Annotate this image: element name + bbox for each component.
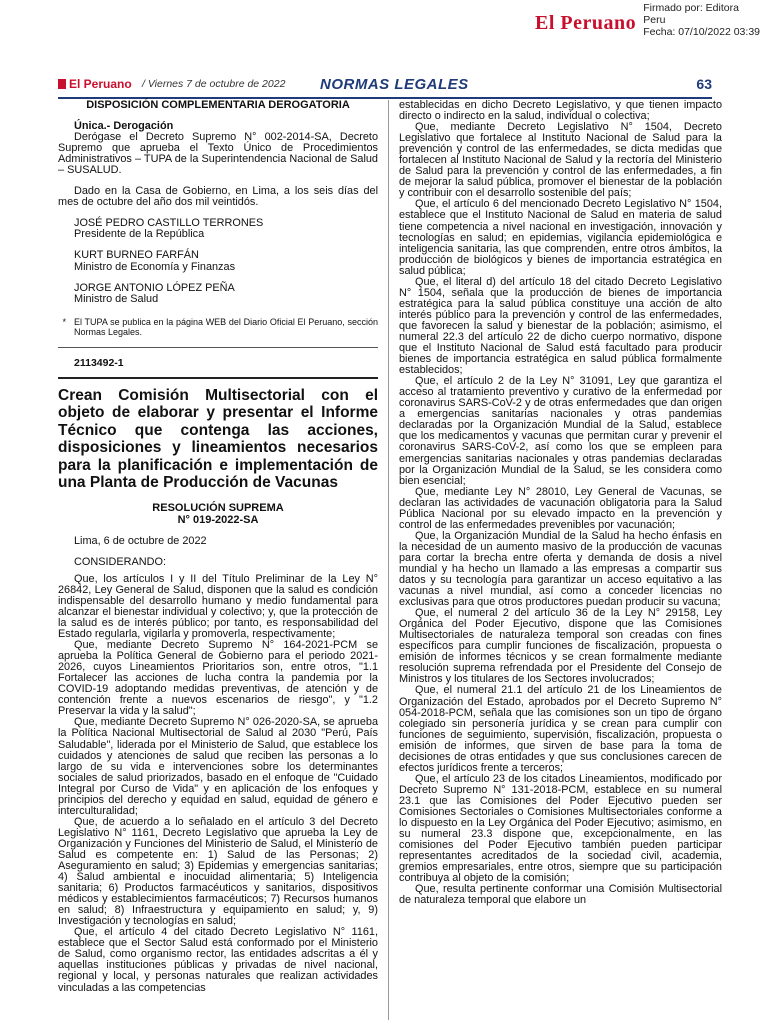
flag-icon (58, 79, 66, 89)
page-number: 63 (696, 76, 712, 92)
considerando: CONSIDERANDO: (74, 555, 166, 568)
sig-line: Peru (643, 14, 666, 26)
sig-logo: El Peruano (535, 12, 637, 34)
header-section: NORMAS LEGALES (320, 76, 469, 93)
paragraph: Que, mediante Decreto Supremo N° 026-2020-SA, se aprueba la Política Nacional Multisectorial de Salud al 2030 "Perú, País Saludable", liderada por el Ministerio de Salud, que establece los cuidados y atenciones de salud que reciben las personas a lo largo de su vida e intervenciones sobre los determinantes sociales de salud priorizados, basado en el enfoque de "Cuidado Integral por Curso de Vida" y en aplicación de los enfoques y principios del derecho y equidad en salud, equidad de género e interculturalidad; (58, 716, 378, 817)
paragraph: Que, mediante Decreto Supremo N° 164-2021-PCM se aprueba la Política General de Gobierno para el periodo 2021-2026, cuyos Lineamientos Prioritarios son, entre otros, "1.1 Fortalecer las acciones de lucha contra la pandemia por la COVID-19 adoptando medidas preventivas, de atención y de contención frente a nuevos escenarios de riesgo", y "1.2 Preservar la vida y la salud"; (58, 639, 378, 718)
paragraph: Que, la Organización Mundial de la Salud ha hecho énfasis en la necesidad de un aumento masivo de la producción de vacunas para cortar la brecha entre oferta y demanda de dosis a nivel mundial y ha hecho un llamado a las empresas a compartir sus datos y su tecnología para garantizar un acceso equitativo a las vacunas a nivel mundial, así como a conceder licencias no exclusivas para que otros productores puedan producir su vacuna; (399, 529, 722, 609)
signer-role: Ministro de Economía y Finanzas (74, 260, 236, 273)
sig-line: Firmado por: Editora (643, 2, 739, 14)
signer-name: KURT BURNEO FARFÁN (74, 249, 199, 262)
paragraph: Que, el numeral 2 del artículo 36 de la Ley N° 29158, Ley Orgánica del Poder Ejecutivo, dispone que las Comisiones Multisectoriales de naturaleza temporal son creadas con fines específicos para cumplir funciones de fiscalización, propuesta o emisión de informes técnicos y se crean formalmente mediante resolución suprema refrendada por el Presidente del Consejo de Ministros y los titulares de los Sectores involucrados; (399, 607, 722, 686)
signer-role: Presidente de la República (74, 228, 205, 241)
separator (58, 377, 378, 379)
place-date: Lima, 6 de octubre de 2022 (74, 534, 207, 547)
header-logo-text: El Peruano (69, 77, 132, 91)
sig-line: Fecha: 07/10/2022 03:39 (643, 26, 760, 38)
paragraph: Que, el artículo 4 del citado Decreto Legislativo N° 1161, establece que el Sector Salud está conformado por el Ministerio de Salud, como organismo rector, las entidades adscritas a él y aquellas instituciones públicas y privadas de nivel nacional, regional y local, y personas naturales que realizan actividades vinculadas a las competencias (58, 926, 378, 994)
column-divider (388, 100, 389, 1020)
section-title: DISPOSICIÓN COMPLEMENTARIA DEROGATORIA (86, 99, 350, 111)
norm-code: 2113492-1 (74, 356, 124, 369)
paragraph: Que, mediante Ley N° 28010, Ley General de Vacunas, se declaran las actividades de vacunación obligatoria para la Salud Pública Nacional por su elevado impacto en la prevención y control de las enfermedades prevenibles por vacunación; (399, 485, 722, 531)
page-header (58, 77, 712, 99)
unica-text: Derógase el Decreto Supremo N° 002-2014-SA, Decreto Supremo que aprueba el Texto Único de Procedimientos Administrativos – TUPA de la Superintendencia Nacional de Salud – SUSALUD. (58, 131, 378, 177)
resolution-number: N° 019-2022-SA (177, 513, 259, 526)
paragraph: Que, el artículo 23 de los citados Lineamientos, modificado por Decreto Supremo N° 131-2018-PCM, establece en su numeral 23.1 que las Comisiones del Poder Ejecutivo pueden ser Comisiones Sectoriales o Comisiones Multisectoriales conforme a lo dispuesto en la Ley Orgánica del Poder Ejecutivo; asimismo, en su numeral 23.3 dispone que, excepcionalmente, en las comisiones del Poder Ejecutivo también pueden participar representantes acreditados de la sociedad civil, academia, gremios empresariales, entre otros, siempre que su participación contribuya al objeto de la comisión; (399, 772, 722, 885)
paragraph: Que, mediante Decreto Legislativo N° 1504, Decreto Legislativo que fortalece al Instituto Nacional de Salud para la prevención y control de las enfermedades, se dicta medidas que fortalecen al Instituto Nacional de Salud y la rectoría del Ministerio de Salud para la prevención y control de las enfermedades, a fin de mejorar la salud pública, promover el bienestar de la población y contribuir con el desarrollo sostenible del país; (399, 121, 722, 200)
resolution-title: RESOLUCIÓN SUPREMA (152, 501, 284, 514)
dado-text: Dado en la Casa de Gobierno, en Lima, a los seis días del mes de octubre del año dos mil veintidós. (58, 185, 378, 209)
rule (58, 347, 378, 348)
header-logo (58, 77, 132, 91)
signer-name: JOSÉ PEDRO CASTILLO TERRONES (74, 217, 264, 230)
footnote-mark: * (62, 316, 66, 327)
paragraph: Que, los artículos I y II del Título Preliminar de la Ley N° 26842, Ley General de Salud, disponen que la salud es condición indispensable del desarrollo humano y medio fundamental para alcanzar el bienestar individual y colectivo; y, que la protección de la salud es de interés público; por tanto, es responsabilidad del Estado regularla, vigilarla y promoverla, respectivamente; (58, 572, 378, 641)
digital-signature (643, 2, 760, 38)
signer-role: Ministro de Salud (74, 292, 159, 305)
paragraph: Que, el artículo 2 de la Ley N° 31091, Ley que garantiza el acceso al tratamiento preventivo y curativo de la enfermedad por coronavirus SARS-CoV-2 y de otras enfermedades que dan origen a emergencias sanitarias nacionales y otras pandemias declaradas por la Organización Mundial de la Salud, establece que los medicamentos y vacunas que permitan curar y prevenir el coronavirus SARS-CoV-2, así como los que se empleen para emergencias sanitarias nacionales y otras pandemias declaradas por la Organización Mundial de la Salud, se les considera como bien esencial; (399, 375, 722, 487)
footnote-text: El TUPA se publica en la página WEB del Diario Oficial El Peruano, sección Normas Legales. (74, 316, 378, 337)
footnote (58, 317, 378, 337)
paragraph: Que, el numeral 21.1 del artículo 21 de los Lineamientos de Organización del Estado, aprobados por el Decreto Supremo N° 054-2018-PCM, señala que las comisiones son un tipo de órgano colegiado sin personería jurídica y se crean para cumplir con funciones de seguimiento, supervisión, fiscalización, propuesta o emisión de informes, que sirven de base para la toma de decisiones de otras entidades y que sus conclusiones carecen de efectos jurídicos frente a terceros; (399, 684, 722, 774)
paragraph-continued: establecidas en dicho Decreto Legislativo, y que tienen impacto directo o indirecto en la salud, individual o colectiva; (399, 99, 722, 123)
paragraph: Que, resulta pertinente conformar una Comisión Multisectorial de naturaleza temporal que elabore un (399, 883, 722, 907)
paragraph: Que, de acuerdo a lo señalado en el artículo 3 del Decreto Legislativo N° 1161, Decreto Legislativo que aprueba la Ley de Organización y Funciones del Ministerio de Salud, el Ministerio de Salud es competente en: 1) Salud de las Personas; 2) Aseguramiento en salud; 3) Epidemias y emergencias sanitarias; 4) Salud ambiental e inocuidad alimentaria; 5) Inteligencia sanitaria; 6) Productos farmacéuticos y sanitarios, dispositivos médicos y establecimientos farmacéuticos; 7) Recursos humanos en salud; 8) Infraestructura y equipamiento en salud; y, 9) Investigación y tecnologías en salud; (58, 815, 378, 928)
norm-title: Crean Comisión Multisectorial con el objeto de elaborar y presentar el Informe Técnico que contenga las acciones, disposiciones y lineamientos necesarios para la planificación e implementación de una Planta de Producción de Vacunas (58, 386, 378, 492)
header-date: / Viernes 7 de octubre de 2022 (142, 78, 286, 90)
signer-name: JORGE ANTONIO LÓPEZ PEÑA (74, 281, 235, 294)
paragraph: Que, el literal d) del artículo 18 del citado Decreto Legislativo N° 1504, señala que la producción de bienes de importancia estratégica para la salud pública constituye una acción de alto interés público para la prevención y control de las enfermedades, que favorecen la salud y bienestar de la población; asimismo, el numeral 22.3 del artículo 22 de dicho cuerpo normativo, dispone que el Instituto Nacional de Salud está facultado para producir bienes de importancia estratégica en salud pública formalmente establecidos; (399, 275, 722, 377)
unica-label: Única.- Derogación (74, 120, 174, 133)
right-column (399, 100, 722, 906)
left-column (58, 100, 378, 994)
paragraph: Que, el artículo 6 del mencionado Decreto Legislativo N° 1504, establece que el Instituto Nacional de Salud en materia de salud tiene competencia a nivel nacional en investigación, innovación y tecnologías en salud; en epidemias, vigilancia epidemiológica e inteligencia sanitaria, las que comprenden, entre otros ámbitos, la producción de biológicos y bienes de importancia estratégica en salud pública; (399, 198, 722, 277)
